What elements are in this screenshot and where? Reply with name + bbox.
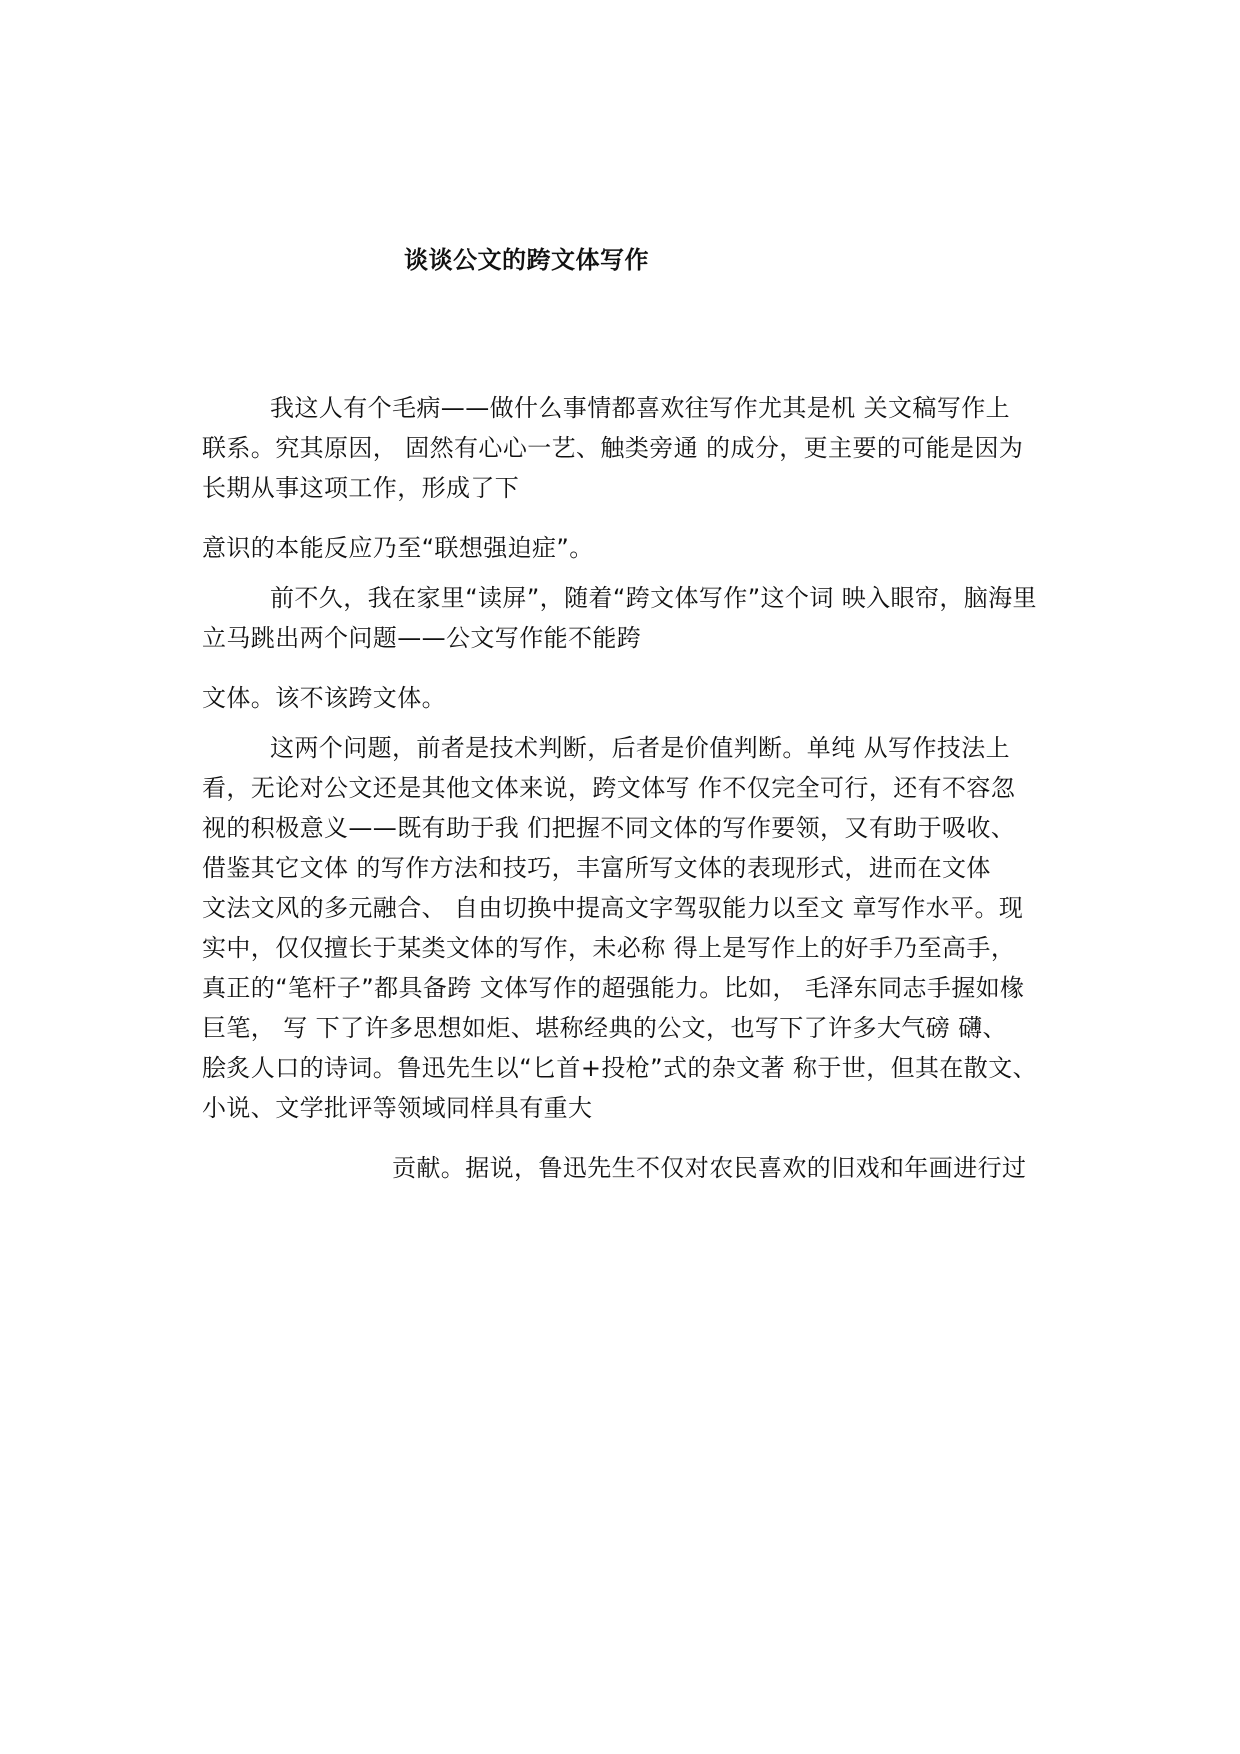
- text-line: 实中，仅仅擅长于某类文体的写作，未必称 得上是写作上的好手乃至高手，: [202, 934, 1016, 962]
- text-line: 立马跳出两个问题——公文写作能不能跨: [202, 624, 642, 652]
- text-line: 小说、文学批评等领域同样具有重大: [202, 1094, 593, 1122]
- document-title: 谈谈公文的跨文体写作: [404, 246, 649, 274]
- text-line: 真正的“笔杆子”都具备跨 文体写作的超强能力。比如， 毛泽东同志手握如椽: [202, 974, 1025, 1002]
- text-line: 视的积极意义——既有助于我 们把握不同文体的写作要领，又有助于吸收、: [202, 814, 1016, 842]
- text-line: 这两个问题，前者是技术判断，后者是价值判断。单纯 从写作技法上: [270, 734, 1011, 762]
- text-line: 长期从事这项工作，形成了下: [202, 474, 520, 502]
- text-line: 脍炙人口的诗词。鲁迅先生以“匕首+投枪”式的杂文著 称于世，但其在散文、: [202, 1054, 1038, 1082]
- text-line: 意识的本能反应乃至“联想强迫症”。: [202, 534, 594, 562]
- text-line: 我这人有个毛病——做什么事情都喜欢往写作尤其是机 关文稿写作上: [270, 394, 1011, 422]
- text-line: 文法文风的多元融合、 自由切换中提高文字驾驭能力以至文 章写作水平。现: [202, 894, 1024, 922]
- text-line: 文体。该不该跨文体。: [202, 684, 446, 712]
- text-line: 贡献。据说，鲁迅先生不仅对农民喜欢的旧戏和年画进行过: [392, 1154, 1027, 1182]
- text-line: 前不久，我在家里“读屏”，随着“跨文体写作”这个词 映入眼帘，脑海里: [270, 584, 1037, 612]
- text-line: 巨笔， 写 下了许多思想如炬、堪称经典的公文，也写下了许多大气磅 礴、: [202, 1014, 1007, 1042]
- text-line: 联系。究其原因， 固然有心心一艺、触类旁通 的成分，更主要的可能是因为: [202, 434, 1024, 462]
- text-line: 借鉴其它文体 的写作方法和技巧，丰富所写文体的表现形式，进而在文体: [202, 854, 991, 882]
- text-line: 看，无论对公文还是其他文体来说，跨文体写 作不仅完全可行，还有不容忽: [202, 774, 1016, 802]
